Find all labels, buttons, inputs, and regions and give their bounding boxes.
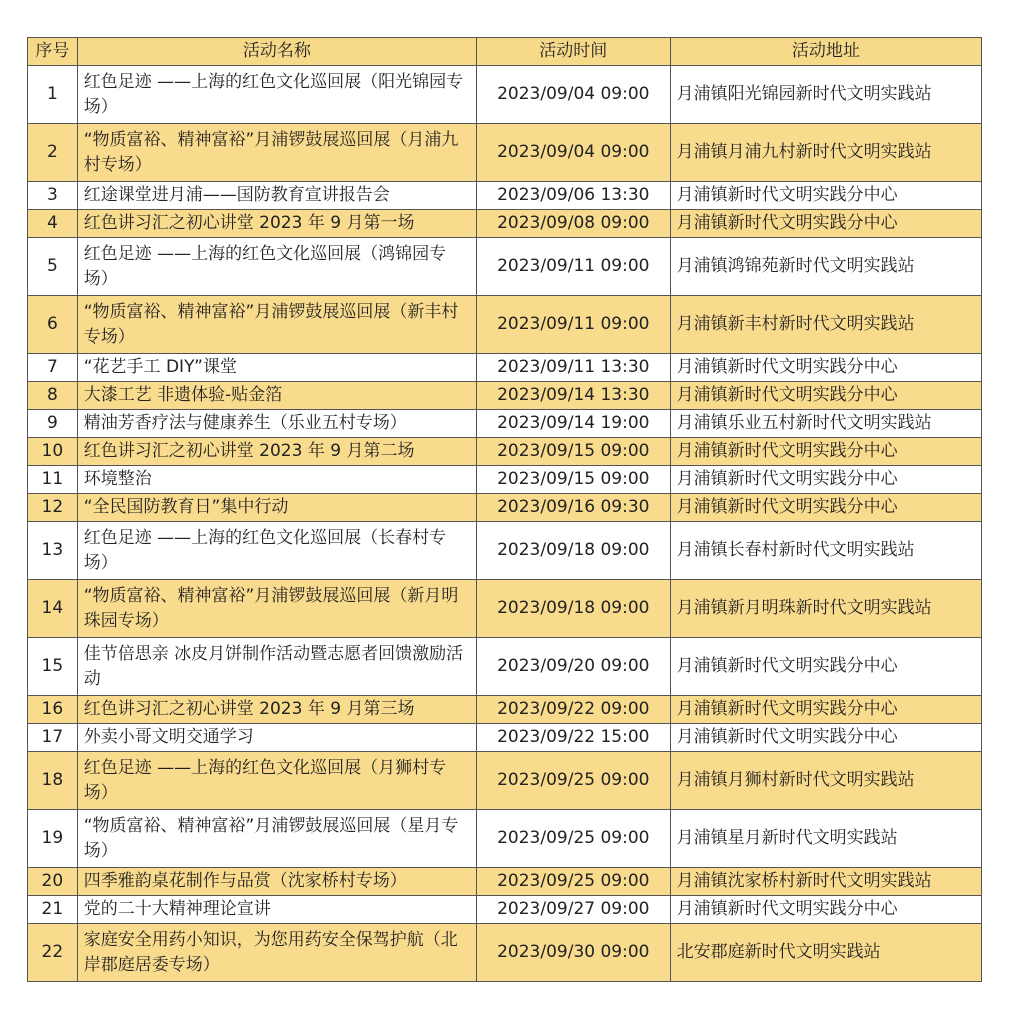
activity-name: 四季雅韵桌花制作与品赏（沈家桥村专场） — [77, 868, 476, 896]
activity-time: 2023/09/14 19:00 — [476, 410, 670, 438]
table-row — [28, 752, 982, 810]
activity-address: 月浦镇鸿锦苑新时代文明实践站 — [670, 238, 981, 296]
activity-name: 党的二十大精神理论宣讲 — [77, 896, 476, 924]
activity-time: 2023/09/22 15:00 — [476, 724, 670, 752]
table-row — [28, 182, 982, 210]
table-row — [28, 466, 982, 494]
header-row — [28, 38, 982, 66]
row-number: 11 — [28, 466, 78, 494]
activity-name: 红色足迹 ——上海的红色文化巡回展（鸿锦园专场） — [77, 238, 476, 296]
activity-table — [27, 37, 982, 982]
row-number: 8 — [28, 382, 78, 410]
activity-time: 2023/09/25 09:00 — [476, 868, 670, 896]
activity-name: 大漆工艺 非遗体验-贴金箔 — [77, 382, 476, 410]
activity-time: 2023/09/08 09:00 — [476, 210, 670, 238]
row-number: 17 — [28, 724, 78, 752]
table-row — [28, 124, 982, 182]
activity-address: 月浦镇乐业五村新时代文明实践站 — [670, 410, 981, 438]
table-row — [28, 210, 982, 238]
row-number: 4 — [28, 210, 78, 238]
row-number: 3 — [28, 182, 78, 210]
activity-name: 红色讲习汇之初心讲堂 2023 年 9 月第一场 — [77, 210, 476, 238]
row-number: 7 — [28, 354, 78, 382]
table-row — [28, 638, 982, 696]
activity-address: 月浦镇新丰村新时代文明实践站 — [670, 296, 981, 354]
table-row — [28, 382, 982, 410]
activity-name: 红色足迹 ——上海的红色文化巡回展（月狮村专场） — [77, 752, 476, 810]
table-row — [28, 696, 982, 724]
activity-time: 2023/09/25 09:00 — [476, 810, 670, 868]
row-number: 18 — [28, 752, 78, 810]
activity-name: 红色讲习汇之初心讲堂 2023 年 9 月第三场 — [77, 696, 476, 724]
header-name: 活动名称 — [77, 38, 476, 66]
activity-name: 红途课堂进月浦——国防教育宣讲报告会 — [77, 182, 476, 210]
activity-address: 月浦镇新时代文明实践分中心 — [670, 438, 981, 466]
row-number: 1 — [28, 66, 78, 124]
activity-address: 月浦镇长春村新时代文明实践站 — [670, 522, 981, 580]
row-number: 22 — [28, 924, 78, 982]
row-number: 19 — [28, 810, 78, 868]
activity-address: 月浦镇阳光锦园新时代文明实践站 — [670, 66, 981, 124]
activity-name: 红色足迹 ——上海的红色文化巡回展（阳光锦园专场） — [77, 66, 476, 124]
table-row — [28, 296, 982, 354]
table-row — [28, 438, 982, 466]
activity-time: 2023/09/04 09:00 — [476, 66, 670, 124]
table-row — [28, 522, 982, 580]
header-no: 序号 — [28, 38, 78, 66]
table-row — [28, 238, 982, 296]
activity-name: 佳节倍思亲 冰皮月饼制作活动暨志愿者回馈激励活动 — [77, 638, 476, 696]
row-number: 10 — [28, 438, 78, 466]
activity-address: 月浦镇月狮村新时代文明实践站 — [670, 752, 981, 810]
table-row — [28, 580, 982, 638]
activity-address: 月浦镇新时代文明实践分中心 — [670, 696, 981, 724]
row-number: 2 — [28, 124, 78, 182]
table-row — [28, 810, 982, 868]
activity-name: “物质富裕、精神富裕”月浦锣鼓展巡回展（月浦九村专场） — [77, 124, 476, 182]
row-number: 6 — [28, 296, 78, 354]
activity-name: “花艺手工 DIY”课堂 — [77, 354, 476, 382]
activity-time: 2023/09/25 09:00 — [476, 752, 670, 810]
activity-time: 2023/09/15 09:00 — [476, 438, 670, 466]
activity-address: 月浦镇新时代文明实践分中心 — [670, 182, 981, 210]
activity-time: 2023/09/18 09:00 — [476, 580, 670, 638]
activity-address: 月浦镇新时代文明实践分中心 — [670, 382, 981, 410]
header-time: 活动时间 — [476, 38, 670, 66]
row-number: 9 — [28, 410, 78, 438]
table-row — [28, 66, 982, 124]
activity-name: “物质富裕、精神富裕”月浦锣鼓展巡回展（星月专场） — [77, 810, 476, 868]
activity-name: 环境整治 — [77, 466, 476, 494]
table-row — [28, 410, 982, 438]
activity-time: 2023/09/14 13:30 — [476, 382, 670, 410]
activity-address: 月浦镇新时代文明实践分中心 — [670, 638, 981, 696]
activity-time: 2023/09/22 09:00 — [476, 696, 670, 724]
row-number: 13 — [28, 522, 78, 580]
row-number: 5 — [28, 238, 78, 296]
activity-address: 月浦镇新时代文明实践分中心 — [670, 354, 981, 382]
activity-name: 外卖小哥文明交通学习 — [77, 724, 476, 752]
row-number: 16 — [28, 696, 78, 724]
table-row — [28, 924, 982, 982]
activity-address: 月浦镇沈家桥村新时代文明实践站 — [670, 868, 981, 896]
row-number: 21 — [28, 896, 78, 924]
row-number: 12 — [28, 494, 78, 522]
activity-time: 2023/09/16 09:30 — [476, 494, 670, 522]
activity-time: 2023/09/15 09:00 — [476, 466, 670, 494]
table-row — [28, 868, 982, 896]
activity-address: 月浦镇新时代文明实践分中心 — [670, 494, 981, 522]
activity-address: 月浦镇新时代文明实践分中心 — [670, 466, 981, 494]
activity-address: 月浦镇新时代文明实践分中心 — [670, 210, 981, 238]
activity-address: 月浦镇新时代文明实践分中心 — [670, 724, 981, 752]
activity-name: “物质富裕、精神富裕”月浦锣鼓展巡回展（新月明珠园专场） — [77, 580, 476, 638]
header-address: 活动地址 — [670, 38, 981, 66]
row-number: 20 — [28, 868, 78, 896]
activity-time: 2023/09/11 13:30 — [476, 354, 670, 382]
activity-time: 2023/09/06 13:30 — [476, 182, 670, 210]
activity-address: 北安郡庭新时代文明实践站 — [670, 924, 981, 982]
activity-name: “物质富裕、精神富裕”月浦锣鼓展巡回展（新丰村专场） — [77, 296, 476, 354]
activity-name: 精油芳香疗法与健康养生（乐业五村专场） — [77, 410, 476, 438]
activity-name: 家庭安全用药小知识，为您用药安全保驾护航（北岸郡庭居委专场） — [77, 924, 476, 982]
activity-time: 2023/09/27 09:00 — [476, 896, 670, 924]
activity-address: 月浦镇新月明珠新时代文明实践站 — [670, 580, 981, 638]
activity-time: 2023/09/11 09:00 — [476, 296, 670, 354]
activity-time: 2023/09/20 09:00 — [476, 638, 670, 696]
activity-address: 月浦镇月浦九村新时代文明实践站 — [670, 124, 981, 182]
table-row — [28, 354, 982, 382]
activity-name: 红色足迹 ——上海的红色文化巡回展（长春村专场） — [77, 522, 476, 580]
activity-time: 2023/09/04 09:00 — [476, 124, 670, 182]
row-number: 15 — [28, 638, 78, 696]
table-row — [28, 724, 982, 752]
activity-address: 月浦镇星月新时代文明实践站 — [670, 810, 981, 868]
activity-name: “全民国防教育日”集中行动 — [77, 494, 476, 522]
table-row — [28, 896, 982, 924]
row-number: 14 — [28, 580, 78, 638]
activity-name: 红色讲习汇之初心讲堂 2023 年 9 月第二场 — [77, 438, 476, 466]
activity-address: 月浦镇新时代文明实践分中心 — [670, 896, 981, 924]
activity-time: 2023/09/18 09:00 — [476, 522, 670, 580]
table-row — [28, 494, 982, 522]
table-body — [28, 66, 982, 982]
activity-time: 2023/09/30 09:00 — [476, 924, 670, 982]
activity-time: 2023/09/11 09:00 — [476, 238, 670, 296]
